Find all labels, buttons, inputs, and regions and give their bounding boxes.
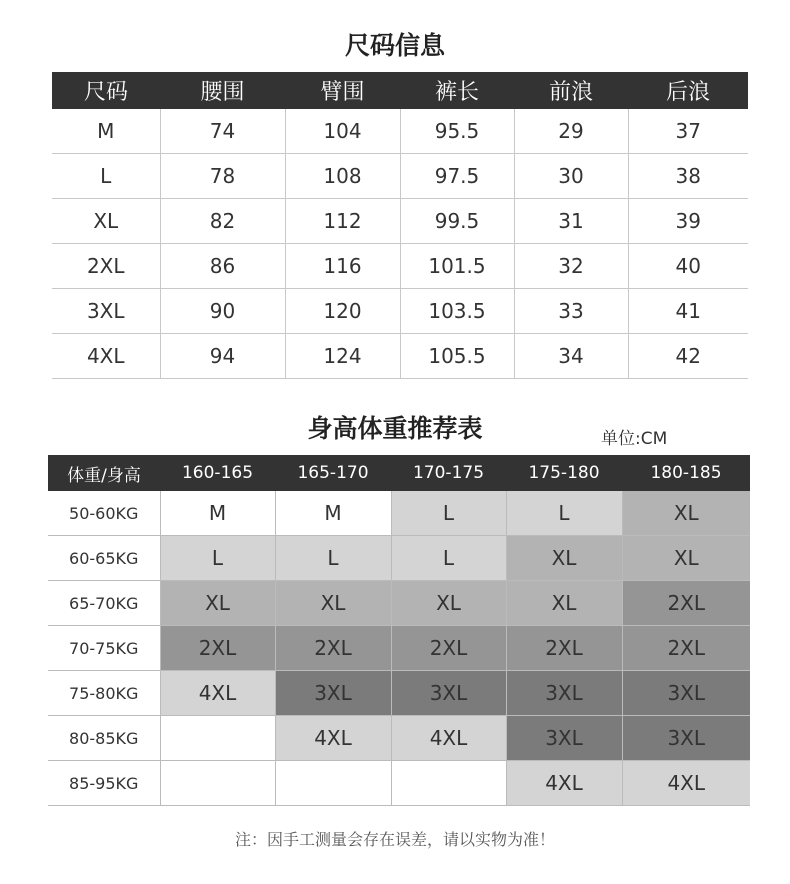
recommended-size-cell: 3XL [275,671,391,716]
height-header: 180-185 [622,455,750,491]
recommended-size-cell: L [160,536,275,581]
measurement-cell: 97.5 [400,154,514,199]
weight-label-cell: 65-70KG [48,581,160,626]
measurement-note: 注：因手工测量会存在误差，请以实物为准！ [234,830,555,849]
weight-label-cell: 85-95KG [48,761,160,806]
recommended-size-cell: 3XL [506,716,622,761]
size-label-cell: 4XL [52,334,160,379]
size-row [52,199,748,244]
recommended-size-cell: 4XL [275,716,391,761]
size-info-title: 尺码信息 [344,31,445,60]
height-header: 160-165 [160,455,275,491]
header-cell: 尺码 [52,72,160,109]
measurement-cell: 34 [514,334,628,379]
measurement-cell: 90 [160,289,285,334]
weight-row [48,581,750,626]
size-row [52,109,748,154]
height-header: 175-180 [506,455,622,491]
measurement-cell: 120 [285,289,400,334]
recommended-size-cell: XL [275,581,391,626]
weight-row [48,626,750,671]
size-label-cell: 2XL [52,244,160,289]
recommended-size-cell: L [275,536,391,581]
size-label-cell: M [52,109,160,154]
recommended-size-cell: 3XL [391,671,506,716]
size-label-cell: 3XL [52,289,160,334]
recommended-size-cell: XL [622,536,750,581]
recommended-size-cell: XL [506,536,622,581]
measurement-cell: 40 [628,244,748,289]
recommended-size-cell: 4XL [622,761,750,806]
recommendation-table [48,455,750,806]
measurement-cell: 82 [160,199,285,244]
measurement-cell: 30 [514,154,628,199]
size-label-cell: L [52,154,160,199]
weight-label-cell: 75-80KG [48,671,160,716]
weight-row [48,761,750,806]
recommendation-title: 身高体重推荐表 [307,414,483,443]
measurement-cell: 116 [285,244,400,289]
measurement-cell: 42 [628,334,748,379]
recommended-size-cell: 4XL [506,761,622,806]
weight-label-cell: 80-85KG [48,716,160,761]
recommended-size-cell [275,761,391,806]
weight-label-cell: 50-60KG [48,491,160,536]
recommended-size-cell: 4XL [391,716,506,761]
height-header: 165-170 [275,455,391,491]
weight-label-cell: 60-65KG [48,536,160,581]
header-cell: 前浪 [514,72,628,109]
measurement-cell: 41 [628,289,748,334]
measurement-cell: 108 [285,154,400,199]
weight-row [48,716,750,761]
header-cell: 腰围 [160,72,285,109]
weight-row [48,536,750,581]
recommended-size-cell: XL [506,581,622,626]
recommended-size-cell: XL [160,581,275,626]
measurement-cell: 38 [628,154,748,199]
recommended-size-cell [160,761,275,806]
recommended-size-cell: 2XL [506,626,622,671]
measurement-cell: 104 [285,109,400,154]
unit-label: 单位:CM [601,429,668,449]
recommended-size-cell: XL [391,581,506,626]
recommended-size-cell: 2XL [391,626,506,671]
recommended-size-cell: L [506,491,622,536]
header-cell: 裤长 [400,72,514,109]
measurement-cell: 29 [514,109,628,154]
recommended-size-cell: 2XL [275,626,391,671]
rec-table-header-row [48,455,750,491]
measurement-cell: 33 [514,289,628,334]
measurement-cell: 31 [514,199,628,244]
recommended-size-cell: 3XL [622,716,750,761]
recommended-size-cell: L [391,536,506,581]
recommended-size-cell: M [160,491,275,536]
measurement-cell: 74 [160,109,285,154]
recommended-size-cell [160,716,275,761]
weight-label-cell: 70-75KG [48,626,160,671]
size-row [52,289,748,334]
recommended-size-cell: 4XL [160,671,275,716]
size-label-cell: XL [52,199,160,244]
measurement-cell: 94 [160,334,285,379]
corner-header: 体重/身高 [48,455,160,491]
measurement-cell: 101.5 [400,244,514,289]
weight-row [48,671,750,716]
measurement-cell: 112 [285,199,400,244]
recommended-size-cell [391,761,506,806]
size-table-header-row [52,72,748,109]
recommended-size-cell: 2XL [622,626,750,671]
measurement-cell: 32 [514,244,628,289]
size-row [52,334,748,379]
measurement-cell: 124 [285,334,400,379]
measurement-cell: 103.5 [400,289,514,334]
recommended-size-cell: 3XL [622,671,750,716]
recommended-size-cell: 2XL [160,626,275,671]
measurement-cell: 78 [160,154,285,199]
size-row [52,244,748,289]
measurement-cell: 37 [628,109,748,154]
recommended-size-cell: 2XL [622,581,750,626]
header-cell: 臂围 [285,72,400,109]
recommended-size-cell: 3XL [506,671,622,716]
measurement-cell: 95.5 [400,109,514,154]
size-info-table [52,72,748,379]
header-cell: 后浪 [628,72,748,109]
recommended-size-cell: L [391,491,506,536]
height-header: 170-175 [391,455,506,491]
measurement-cell: 86 [160,244,285,289]
size-row [52,154,748,199]
measurement-cell: 39 [628,199,748,244]
recommended-size-cell: XL [622,491,750,536]
recommended-size-cell: M [275,491,391,536]
measurement-cell: 99.5 [400,199,514,244]
measurement-cell: 105.5 [400,334,514,379]
weight-row [48,491,750,536]
